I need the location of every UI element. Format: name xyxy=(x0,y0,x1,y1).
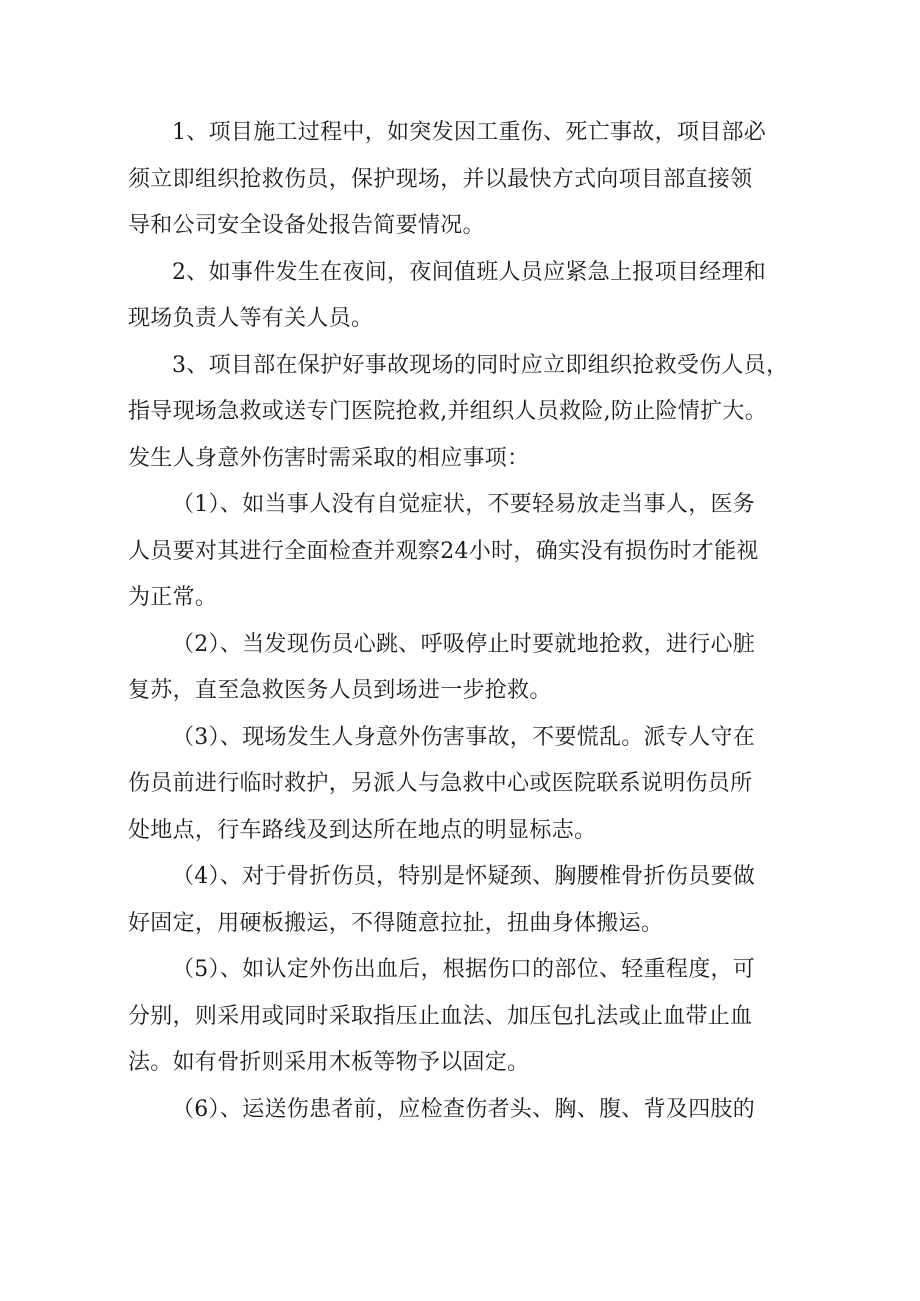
text-line: （5）、如认定外伤出血后，根据伤口的部位、轻重程度，可 xyxy=(172,957,756,982)
text-line: 复苏，直至急救医务人员到场进一步抢救。 xyxy=(128,678,552,703)
text-line: 3、项目部在保护好事故现场的同时应立即组织抢救受伤人员， xyxy=(172,352,789,378)
text-line: 为正常。 xyxy=(128,585,218,610)
paragraph-8 xyxy=(128,947,800,1087)
text-line: 伤员前进行临时救护，另派人与急救中心或医院联系说明伤员所 xyxy=(128,771,753,796)
text-line: 分别，则采用或同时采取指压止血法、加压包扎法或止血带止血 xyxy=(128,1003,753,1029)
text-line: 发生人身意外伤害时需采取的相应事项： xyxy=(128,445,530,471)
text-line: （1）、如当事人没有自觉症状，不要轻易放走当事人，医务 xyxy=(172,492,756,517)
text-line: 导和公司安全设备处报告简要情况。 xyxy=(128,213,485,238)
paragraph-2 xyxy=(128,250,800,343)
text-line: 人员要对其进行全面检查并观察24小时，确实没有损伤时才能视 xyxy=(128,538,759,564)
paragraph-6 xyxy=(128,715,800,855)
text-line: 1、项目施工过程中，如突发因工重伤、死亡事故，项目部必 xyxy=(172,120,767,145)
document-body xyxy=(128,110,800,1133)
paragraph-1 xyxy=(128,110,800,250)
paragraph-7 xyxy=(128,854,800,947)
text-line: 处地点，行车路线及到达所在地点的明显标志。 xyxy=(128,817,597,843)
paragraph-5 xyxy=(128,622,800,715)
text-line: 须立即组织抢救伤员，保护现场，并以最快方式向项目部直接领 xyxy=(128,166,753,192)
paragraph-4 xyxy=(128,482,800,622)
text-line: 指导现场急救或送专门医院抢救,并组织人员救险,防止险情扩大。 xyxy=(128,399,767,424)
text-line: 法。如有骨折则采用木板等物予以固定。 xyxy=(128,1050,530,1075)
text-line: 好固定，用硬板搬运，不得随意拉扯，扭曲身体搬运。 xyxy=(128,910,664,936)
paragraph-9 xyxy=(128,1087,800,1134)
text-line: 2、如事件发生在夜间，夜间值班人员应紧急上报项目经理和 xyxy=(172,259,767,285)
text-line: （2）、当发现伤员心跳、呼吸停止时要就地抢救，进行心脏 xyxy=(172,631,756,657)
text-line: （6）、运送伤患者前，应检查伤者头、胸、腹、背及四肢的 xyxy=(172,1096,756,1122)
paragraph-3 xyxy=(128,343,800,483)
text-line: 现场负责人等有关人员。 xyxy=(128,306,374,331)
text-line: （4）、对于骨折伤员，特别是怀疑颈、胸腰椎骨折伤员要做 xyxy=(172,864,756,889)
text-line: （3）、现场发生人身意外伤害事故，不要慌乱。派专人守在 xyxy=(172,724,756,750)
